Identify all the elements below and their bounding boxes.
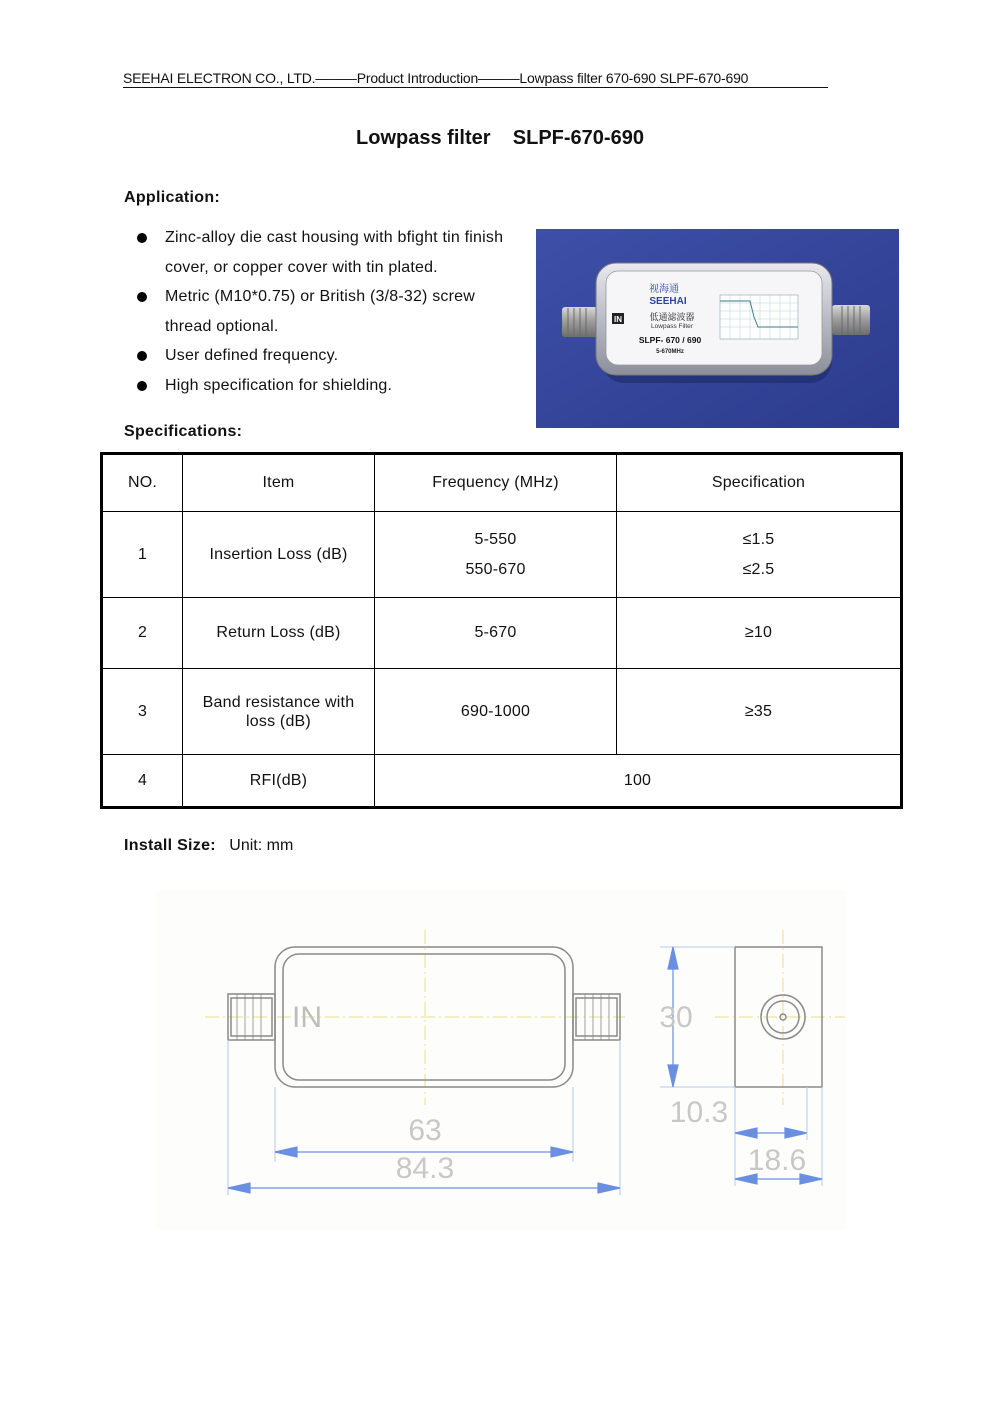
photo-brand-cn: 视海通 (649, 284, 679, 295)
title-name: Lowpass filter (356, 127, 491, 149)
bullet-icon (137, 381, 147, 391)
list-item: Metric (M10*0.75) or British (3/8-32) screw thread optional. (135, 282, 525, 341)
install-label: Install Size: (124, 837, 216, 854)
bullet-icon (137, 351, 147, 361)
application-label: Application: (124, 189, 221, 206)
list-item: Zinc-alloy die cast housing with bfight tin finish cover, or copper cover with tin plated. (135, 223, 525, 282)
photo-brand: SEEHAI (649, 296, 687, 307)
install-drawing (155, 890, 847, 1230)
specifications-table (100, 452, 903, 809)
table-row: 3 Band resistance with loss (dB) 690-1000 ≥35 (102, 669, 902, 755)
header-specification: Specification (617, 454, 902, 512)
install-unit: Unit: mm (229, 837, 294, 854)
list-item: User defined frequency. (135, 341, 525, 371)
dim-side-width: 18.6 (747, 1144, 807, 1177)
photo-name-en: Lowpass Filter (651, 323, 693, 330)
header-frequency: Frequency (MHz) (375, 454, 617, 512)
title-model: SLPF-670-690 (512, 127, 644, 149)
install-size-line (124, 837, 293, 855)
bullet-icon (137, 233, 147, 243)
photo-range: 5-670MHz (656, 349, 684, 355)
list-item: High specification for shielding. (135, 371, 525, 401)
table-row: 4 RFI(dB) 100 (102, 755, 902, 808)
header-no: NO. (102, 454, 183, 512)
table-row: 1 Insertion Loss (dB) 5-550 550-670 ≤1.5 ≤2.5 (102, 512, 902, 598)
drawing-port-label: IN (292, 1001, 322, 1034)
page-header: SEEHAI ELECTRON CO., LTD.———Product Introduction———Lowpass filter 670-690 SLPF-670-690 (123, 70, 828, 88)
dim-width-inner: 63 (408, 1114, 442, 1147)
dim-width-total: 84.3 (395, 1152, 455, 1185)
application-list (135, 223, 525, 400)
photo-port-label: IN (614, 315, 622, 324)
dim-side-offset: 10.3 (669, 1096, 729, 1129)
bullet-icon (137, 292, 147, 302)
table-row: 2 Return Loss (dB) 5-670 ≥10 (102, 598, 902, 669)
product-photo (536, 229, 899, 428)
page-title (0, 127, 1000, 150)
photo-model: SLPF- 670 / 690 (638, 335, 702, 345)
specifications-label: Specifications: (124, 423, 243, 440)
photo-name-cn: 低通滤波器 (649, 313, 695, 323)
table-header-row (102, 454, 902, 512)
dim-height: 30 (659, 1001, 693, 1034)
header-item: Item (183, 454, 375, 512)
